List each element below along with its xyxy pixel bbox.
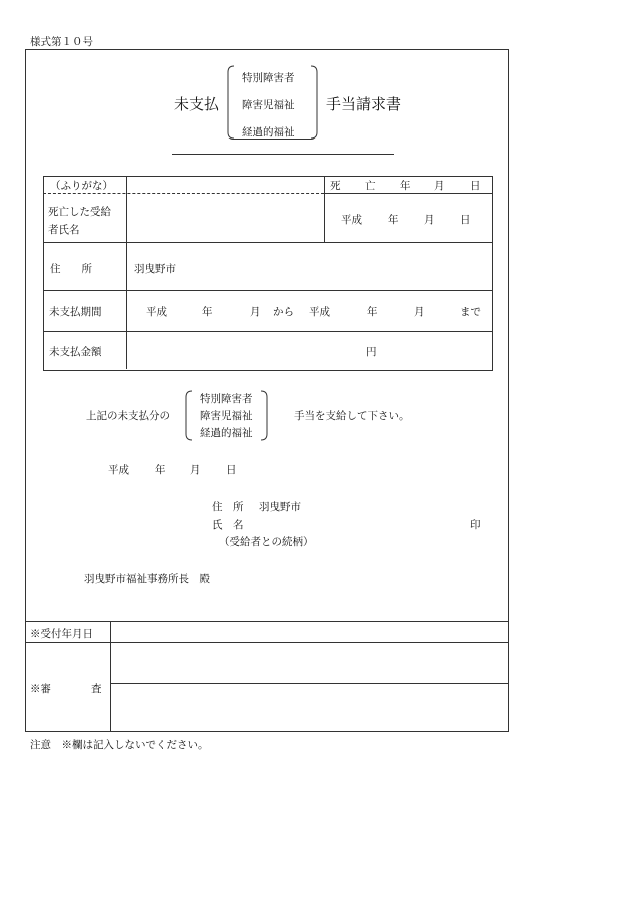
title-prefix: 未支払 — [174, 95, 220, 113]
deceased-label: 死亡した受給者氏名 — [48, 206, 111, 236]
applicant-address-value: 羽曳野市 — [259, 501, 301, 513]
death-label-year: 年 — [400, 180, 411, 192]
date-era: 平成 — [108, 464, 129, 476]
date-column-divider — [324, 176, 325, 242]
review-label-1: ※審 — [30, 683, 51, 695]
deceased-day: 日 — [460, 214, 471, 226]
date-divider — [324, 193, 492, 194]
period-to-month: 月 — [414, 306, 425, 318]
form-number: 様式第１０号 — [30, 36, 93, 48]
furigana-divider — [43, 193, 324, 194]
period-to-year: 年 — [367, 306, 378, 318]
furigana-label: （ふりがな） — [50, 180, 113, 192]
period-label: 未支払期間 — [49, 306, 102, 318]
addressee: 羽曳野市福祉事務所長 殿 — [84, 573, 210, 585]
request-option-2: 障害児福祉 — [200, 410, 253, 422]
row-divider-2 — [43, 290, 492, 291]
title-underline — [172, 154, 394, 155]
row-divider-1 — [43, 242, 492, 243]
deceased-month: 月 — [424, 214, 435, 226]
request-option-3: 経過的福祉 — [200, 427, 253, 439]
deceased-year: 年 — [388, 214, 399, 226]
amount-unit: 円 — [366, 346, 377, 358]
review-label-2: 査 — [91, 683, 102, 695]
period-from-era: 平成 — [146, 306, 167, 318]
date-month: 月 — [190, 464, 201, 476]
request-option-1: 特別障害者 — [200, 393, 253, 405]
period-from-year: 年 — [202, 306, 213, 318]
office-received-line — [25, 642, 509, 643]
received-date-label: ※受付年月日 — [30, 628, 93, 640]
deceased-era: 平成 — [341, 214, 362, 226]
period-from: から — [273, 306, 294, 318]
period-to-era: 平成 — [309, 306, 330, 318]
period-from-month: 月 — [250, 306, 261, 318]
address-value: 羽曳野市 — [134, 263, 176, 275]
title-option-2: 障害児福祉 — [242, 99, 295, 111]
row-divider-3 — [43, 331, 492, 332]
request-lead: 上記の未支払分の — [86, 410, 170, 422]
office-top-line — [25, 621, 509, 622]
amount-label: 未支払金額 — [49, 346, 102, 358]
date-day: 日 — [226, 464, 237, 476]
period-until: まで — [460, 306, 481, 318]
death-label-month: 月 — [434, 180, 445, 192]
office-review-divider — [110, 683, 509, 684]
applicant-relation: （受給者との続柄） — [219, 536, 314, 548]
death-label-day: 日 — [470, 180, 481, 192]
death-label-2: 亡 — [365, 180, 376, 192]
death-label-1: 死 — [330, 180, 341, 192]
request-tail: 手当を支給して下さい。 — [294, 410, 410, 422]
title-suffix: 手当請求書 — [326, 95, 402, 113]
title-option-1: 特別障害者 — [242, 72, 295, 84]
applicant-name-label: 氏 名 — [212, 519, 244, 531]
footnote: 注意 ※欄は記入しないでください。 — [30, 739, 209, 751]
label-column-divider — [126, 176, 127, 369]
title-option-3: 経過的福祉 — [242, 126, 295, 138]
applicant-address-label: 住 所 — [212, 501, 244, 513]
seal-mark: 印 — [470, 519, 481, 531]
date-year: 年 — [155, 464, 166, 476]
address-label: 住 所 — [50, 263, 92, 275]
office-column-divider — [110, 621, 111, 732]
